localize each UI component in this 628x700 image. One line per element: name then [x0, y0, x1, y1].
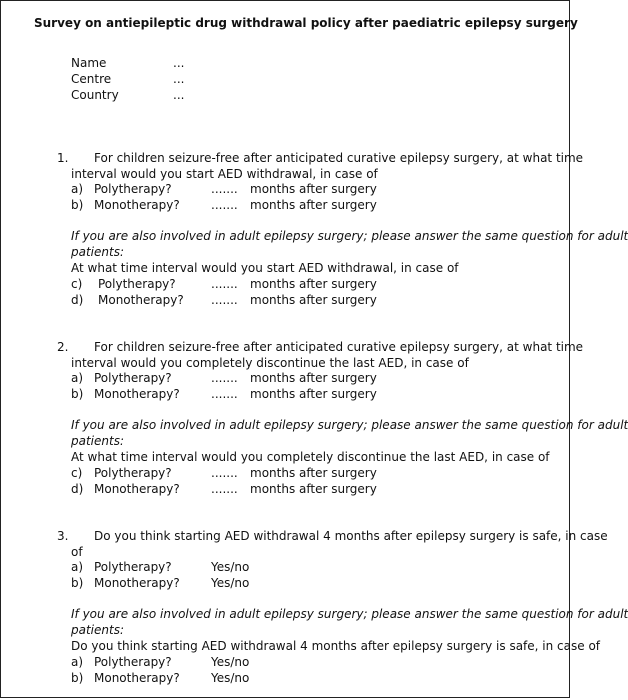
q3-a-answer: Yes/no: [211, 560, 250, 574]
q1-c-tail: months after surgery: [250, 277, 377, 291]
q2-adult-line2: patients:: [71, 434, 124, 448]
q1-c-label: Polytherapy?: [98, 277, 176, 291]
info-value-country: ...: [173, 88, 185, 102]
q1-b-tail: months after surgery: [250, 198, 377, 212]
q2-a-dots: .......: [211, 371, 238, 385]
q2-d-label: Monotherapy?: [94, 482, 180, 496]
q2-b-dots: .......: [211, 387, 238, 401]
q1-a-tail: months after surgery: [250, 182, 377, 196]
info-label-centre: Centre: [71, 72, 112, 86]
q2-text-line1: For children seizure-free after anticipated curative epilepsy surgery, at what time: [94, 340, 584, 354]
q1-adult-line1: If you are also involved in adult epilepsy surgery; please answer the same question for adult: [71, 229, 628, 243]
q1-d-tail: months after surgery: [250, 293, 377, 307]
q2-number: 2.: [57, 340, 69, 354]
q2-c-label: Polytherapy?: [94, 466, 172, 480]
q3-adult-line3: Do you think starting AED withdrawal 4 months after epilepsy surgery is safe, in case of: [71, 639, 601, 653]
q1-text-line1: For children seizure-free after anticipated curative epilepsy surgery, at what time: [94, 151, 584, 165]
q3-b-letter: b): [71, 576, 84, 590]
q3-d-answer: Yes/no: [211, 671, 250, 685]
info-label-name: Name: [71, 56, 107, 70]
q1-d-dots: .......: [211, 293, 238, 307]
info-value-name: ...: [173, 56, 185, 70]
q1-c-dots: .......: [211, 277, 238, 291]
q2-a-label: Polytherapy?: [94, 371, 172, 385]
q2-d-tail: months after surgery: [250, 482, 377, 496]
q1-text-line2: interval would you start AED withdrawal, in case of: [71, 167, 378, 181]
q3-b-label: Monotherapy?: [94, 576, 180, 590]
q3-b-answer: Yes/no: [211, 576, 250, 590]
q2-adult-line3: At what time interval would you completely discontinue the last AED, in case of: [71, 450, 550, 464]
q3-c-label: Polytherapy?: [94, 655, 172, 669]
q2-text-line2: interval would you completely discontinue the last AED, in case of: [71, 356, 469, 370]
q2-c-tail: months after surgery: [250, 466, 377, 480]
q1-adult-line2: patients:: [71, 245, 124, 259]
q3-number: 3.: [57, 529, 69, 543]
q1-b-label: Monotherapy?: [94, 198, 180, 212]
q3-a-letter: a): [71, 560, 84, 574]
q2-a-letter: a): [71, 371, 84, 385]
q1-b-dots: .......: [211, 198, 238, 212]
q3-text-line1: Do you think starting AED withdrawal 4 months after epilepsy surgery is safe, in case: [94, 529, 608, 543]
q2-a-tail: months after surgery: [250, 371, 377, 385]
q2-d-dots: .......: [211, 482, 238, 496]
q3-d-letter: b): [71, 671, 84, 685]
q1-adult-line3: At what time interval would you start AED withdrawal, in case of: [71, 261, 459, 275]
q2-c-dots: .......: [211, 466, 238, 480]
q1-b-letter: b): [71, 198, 84, 212]
info-label-country: Country: [71, 88, 119, 102]
q3-text-line2: of: [71, 545, 83, 559]
q1-number: 1.: [57, 151, 69, 165]
q1-a-dots: .......: [211, 182, 238, 196]
q1-a-letter: a): [71, 182, 84, 196]
q3-c-answer: Yes/no: [211, 655, 250, 669]
q1-d-letter: d): [71, 293, 84, 307]
q3-adult-line1: If you are also involved in adult epilepsy surgery; please answer the same question for adult: [71, 607, 628, 621]
q1-c-letter: c): [71, 277, 83, 291]
q3-a-label: Polytherapy?: [94, 560, 172, 574]
q3-c-letter: a): [71, 655, 84, 669]
q1-a-label: Polytherapy?: [94, 182, 172, 196]
q2-d-letter: d): [71, 482, 84, 496]
q2-b-tail: months after surgery: [250, 387, 377, 401]
q3-adult-line2: patients:: [71, 623, 124, 637]
q2-b-letter: b): [71, 387, 84, 401]
info-value-centre: ...: [173, 72, 185, 86]
q2-c-letter: c): [71, 466, 83, 480]
survey-title: Survey on antiepileptic drug withdrawal policy after paediatric epilepsy surgery: [34, 16, 578, 30]
q1-d-label: Monotherapy?: [98, 293, 184, 307]
q3-d-label: Monotherapy?: [94, 671, 180, 685]
q2-b-label: Monotherapy?: [94, 387, 180, 401]
q2-adult-line1: If you are also involved in adult epilepsy surgery; please answer the same question for adult: [71, 418, 628, 432]
